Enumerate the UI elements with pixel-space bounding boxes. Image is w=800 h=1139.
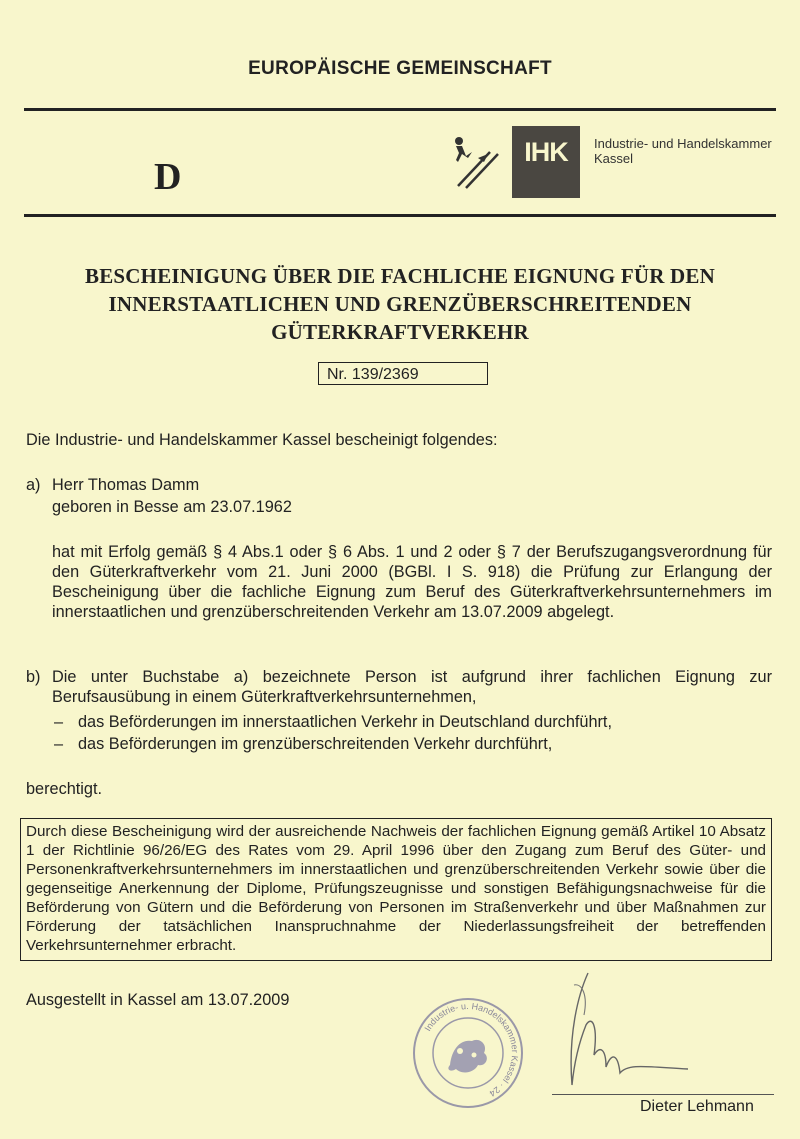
list-item: das Beförderungen im grenzüberschreitenden Verkehr durchführt, <box>78 735 553 753</box>
ihk-logo: IHK <box>512 126 580 198</box>
seal-text: Industrie- u. Handelskammer Kassel · 24 <box>422 1000 521 1099</box>
certificate-number: Nr. 139/2369 <box>318 362 488 385</box>
country-code: D <box>154 156 182 198</box>
title-line3: GÜTERKRAFTVERKEHR <box>271 320 529 344</box>
community-heading: EUROPÄISCHE GEMEINSCHAFT <box>248 58 552 79</box>
closing-text: berechtigt. <box>26 780 103 798</box>
section-b-marker: b) <box>26 668 41 686</box>
section-b-body: Die unter Buchstabe a) bezeichnete Person ist aufgrund ihrer fachlichen Eignung zur Berufsausübung in einem Güterkraftverkehrsunternehmen, <box>52 668 772 706</box>
section-a-marker: a) <box>26 476 41 494</box>
header-bottom-rule <box>24 214 776 217</box>
official-seal <box>410 995 526 1111</box>
legal-notice-box: Durch diese Bescheinigung wird der ausreichende Nachweis der fachlichen Eignung gemäß Artikel 10 Absatz 1 der Richtlinie 96/26/EG des Rates vom 29. April 1996 über den Zugang zum Beruf des Güter- und Personenkraftverkehrsunternehmers im innerstaatlichen und grenzüberschreitenden Verkehr sowie über die gegenseitige Anerkennung der Diplome, Prüfungszeugnisse und sonstigen Befähigungsnachweise für die Beförderung von Gütern und die Beförderung von Personen im Straßenverkehr und über Maßnahmen zur Förderung der tatsächlichen Inanspruchnahme der Niederlassungsfreiheit der betreffenden Verkehrsunternehmer erbracht. <box>20 818 772 961</box>
issuer-name-line2: Kassel <box>594 151 634 166</box>
issuer-name-line1: Industrie- und Handelskammer <box>594 136 772 151</box>
holder-birth: geboren in Besse am 23.07.1962 <box>52 498 292 516</box>
title-line2: INNERSTAATLICHEN UND GRENZÜBERSCHREITENDEN <box>108 292 692 316</box>
list-item-dash: – <box>54 713 64 731</box>
signature-line <box>552 1094 774 1095</box>
list-item: das Beförderungen im innerstaatlichen Verkehr in Deutschland durchführt, <box>78 713 612 731</box>
certificate-title <box>40 262 760 346</box>
section-a-body: hat mit Erfolg gemäß § 4 Abs.1 oder § 6 Abs. 1 und 2 oder § 7 der Berufszugangsverordnung für den Güterkraftverkehr vom 21. Juni 2000 (BGBl. I S. 918) die Prüfung zur Erlangung der Bescheinigung über die fachliche Eignung zum Beruf des Güterkraftverkehrsunternehmers im innerstaatlichen und grenzüberschreitenden Verkehr am 13.07.2009 abgelegt. <box>52 543 772 621</box>
ihk-emblem-icon <box>448 132 508 192</box>
issuer-name <box>594 136 772 166</box>
header-top-rule <box>24 108 776 111</box>
intro-text: Die Industrie- und Handelskammer Kassel bescheinigt folgendes: <box>26 431 498 449</box>
issue-place-date: Ausgestellt in Kassel am 13.07.2009 <box>26 991 290 1009</box>
handwritten-signature <box>548 955 728 1095</box>
title-line1: BESCHEINIGUNG ÜBER DIE FACHLICHE EIGNUNG FÜR DEN <box>85 264 715 288</box>
list-item-dash: – <box>54 735 64 753</box>
signatory-name: Dieter Lehmann <box>640 1098 754 1115</box>
holder-name: Herr Thomas Damm <box>52 476 200 494</box>
